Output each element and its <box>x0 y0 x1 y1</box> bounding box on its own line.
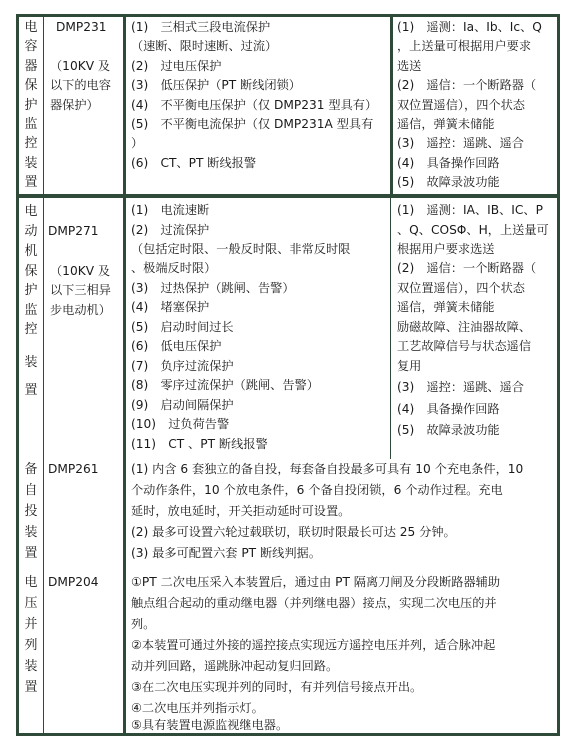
protection-item: (4) 不平衡电压保护（仅 DMP231 型具有） <box>131 98 378 112</box>
model-note: 以下三相异 <box>50 283 111 297</box>
protection-item: (3) 过热保护（跳闸、告警） <box>131 281 295 295</box>
divider-category-model <box>43 14 44 734</box>
category-char: 压 <box>24 596 38 611</box>
category-char: 护 <box>24 98 38 113</box>
category-char: 电 <box>24 20 38 35</box>
category-char: 控 <box>24 136 38 151</box>
description-line: 触点组合起动的重动继电器（并列继电器）接点，实现二次电压的并 <box>131 596 497 610</box>
category-char: 备 <box>24 462 38 477</box>
description-line: 列。 <box>131 617 156 631</box>
model-name: DMP271 <box>48 224 99 238</box>
description-line: ④二次电压并列指示灯。 <box>131 701 264 715</box>
category-char: 装 <box>24 355 38 370</box>
protection-item: (4) 堵塞保护 <box>131 300 210 314</box>
function-item: (3) 遥控：遥跳、遥合 <box>397 136 524 150</box>
table-border-top <box>16 14 560 17</box>
description-line: (3) 最多可配置六套 PT 断线判据。 <box>131 546 321 560</box>
category-char: 监 <box>24 117 38 132</box>
divider-protection-functions-row1 <box>390 14 393 196</box>
model-note: 步电动机） <box>50 303 111 317</box>
function-item: (5) 故障录波功能 <box>397 423 500 437</box>
category-char: 置 <box>24 175 38 190</box>
function-item: (1) 遥测：IA、IB、IC、P <box>397 203 543 217</box>
description-line: ⑤具有装置电源监视继电器。 <box>131 718 289 732</box>
protection-item: (1) 电流速断 <box>131 203 210 217</box>
protection-item: (7) 负序过流保护 <box>131 359 234 373</box>
row-separator-2 <box>16 197 560 198</box>
function-item: 工艺故障信号与状态遥信 <box>397 339 532 353</box>
description-line: (2) 最多可设置六轮过载联切，联切时限最长可达 25 分钟。 <box>131 525 456 539</box>
function-item: (4) 具备操作回路 <box>397 402 500 416</box>
function-item: 双位置遥信），四个状态 <box>397 98 525 112</box>
protection-item: （包括定时限、一般反时限、非常反时限 <box>131 242 351 256</box>
function-item: 励磁故障、注油器故障、 <box>397 320 532 334</box>
category-char: 电 <box>24 204 38 219</box>
function-item: 选送 <box>397 59 422 73</box>
function-item: (4) 具备操作回路 <box>397 156 500 170</box>
function-item: (1) 遥测：Ia、Ib、Ic、Q <box>397 20 542 34</box>
model-note: （10KV 及 <box>50 264 111 278</box>
protection-item: (9) 启动间隔保护 <box>131 398 234 412</box>
protection-item: (6) 低电压保护 <box>131 339 222 353</box>
function-item: 双位置遥信），四个状态 <box>397 281 525 295</box>
description-line: ②本装置可通过外接的遥控接点实现远方遥控电压并列，适合脉冲起 <box>131 638 496 652</box>
description-line: (1) 内含 6 套独立的备自投，每套备自投最多可具有 10 个充电条件，10 <box>131 462 524 476</box>
model-name: DMP261 <box>48 462 99 476</box>
category-char: 保 <box>24 264 38 279</box>
category-char: 置 <box>24 546 38 561</box>
description-line: 动并列回路，遥跳脉冲起动复归回路。 <box>131 659 339 673</box>
category-char: 装 <box>24 156 38 171</box>
protection-item: (2) 过电压保护 <box>131 59 222 73</box>
model-name: DMP204 <box>48 575 99 589</box>
protection-item: (3) 低压保护（PT 断线闭锁） <box>131 78 301 92</box>
category-char: 动 <box>24 224 38 239</box>
category-char: 置 <box>24 680 38 695</box>
divider-model-protection <box>123 14 126 734</box>
protection-item: (5) 启动时间过长 <box>131 320 234 334</box>
protection-item: 、极端反时限） <box>131 261 217 275</box>
model-note: 以下的电容 <box>50 78 111 92</box>
protection-item: （速断、限时速断、过流） <box>131 39 278 53</box>
protection-item: (10) 过负荷告警 <box>131 417 230 431</box>
model-name: DMP231 <box>56 20 107 34</box>
category-char: 机 <box>24 244 38 259</box>
category-char: 装 <box>24 659 38 674</box>
protection-item: (1) 三相式三段电流保护 <box>131 20 271 34</box>
divider-protection-functions-row2 <box>390 197 391 459</box>
description-line: 个动作条件，10 个放电条件，6 个备自投闭锁，6 个动作过程。充电 <box>131 483 503 497</box>
protection-item: (11) CT 、PT 断线报警 <box>131 437 268 451</box>
table-border-left <box>16 14 19 736</box>
category-char: 自 <box>24 483 38 498</box>
category-char: 控 <box>24 322 38 337</box>
model-note: 器保护） <box>50 98 99 112</box>
protection-item: (5) 不平衡电流保护（仅 DMP231A 型具有 <box>131 117 374 131</box>
category-char: 置 <box>24 383 38 398</box>
function-item: 复用 <box>397 359 422 373</box>
category-char: 投 <box>24 504 38 519</box>
category-char: 装 <box>24 525 38 540</box>
function-item: (5) 故障录波功能 <box>397 175 500 189</box>
function-item: 、Q、COSΦ、H，上送量可 <box>397 223 549 237</box>
category-char: 监 <box>24 303 38 318</box>
protection-item: (6) CT、PT 断线报警 <box>131 156 257 170</box>
category-char: 容 <box>24 39 38 54</box>
function-item: (2) 遥信：一个断路器（ <box>397 78 537 92</box>
category-char: 列 <box>24 638 38 653</box>
function-item: ，上送量可根据用户要求 <box>397 39 532 53</box>
protection-item: (8) 零序过流保护（跳闸、告警） <box>131 378 319 392</box>
table-border-right <box>557 14 560 736</box>
category-char: 护 <box>24 283 38 298</box>
protection-item: (2) 过流保护 <box>131 223 210 237</box>
category-char: 电 <box>24 575 38 590</box>
category-char: 并 <box>24 617 38 632</box>
function-item: 遥信，弹簧未储能 <box>397 300 495 314</box>
description-line: ③在二次电压实现并列的同时，有并列信号接点开出。 <box>131 680 423 694</box>
description-line: ①PT 二次电压采入本装置后，通过由 PT 隔离刀闸及分段断路器辅助 <box>131 575 501 589</box>
category-char: 器 <box>24 59 38 74</box>
model-note: （10KV 及 <box>50 59 111 73</box>
function-item: 根据用户要求选送 <box>397 242 495 256</box>
protection-item: ） <box>131 136 144 150</box>
category-char: 保 <box>24 78 38 93</box>
function-item: (2) 遥信：一个断路器（ <box>397 261 537 275</box>
description-line: 延时，放电延时，开关拒动延时可设置。 <box>131 504 351 518</box>
function-item: 遥信，弹簧未储能 <box>397 117 495 131</box>
function-item: (3) 遥控：遥跳、遥合 <box>397 380 524 394</box>
